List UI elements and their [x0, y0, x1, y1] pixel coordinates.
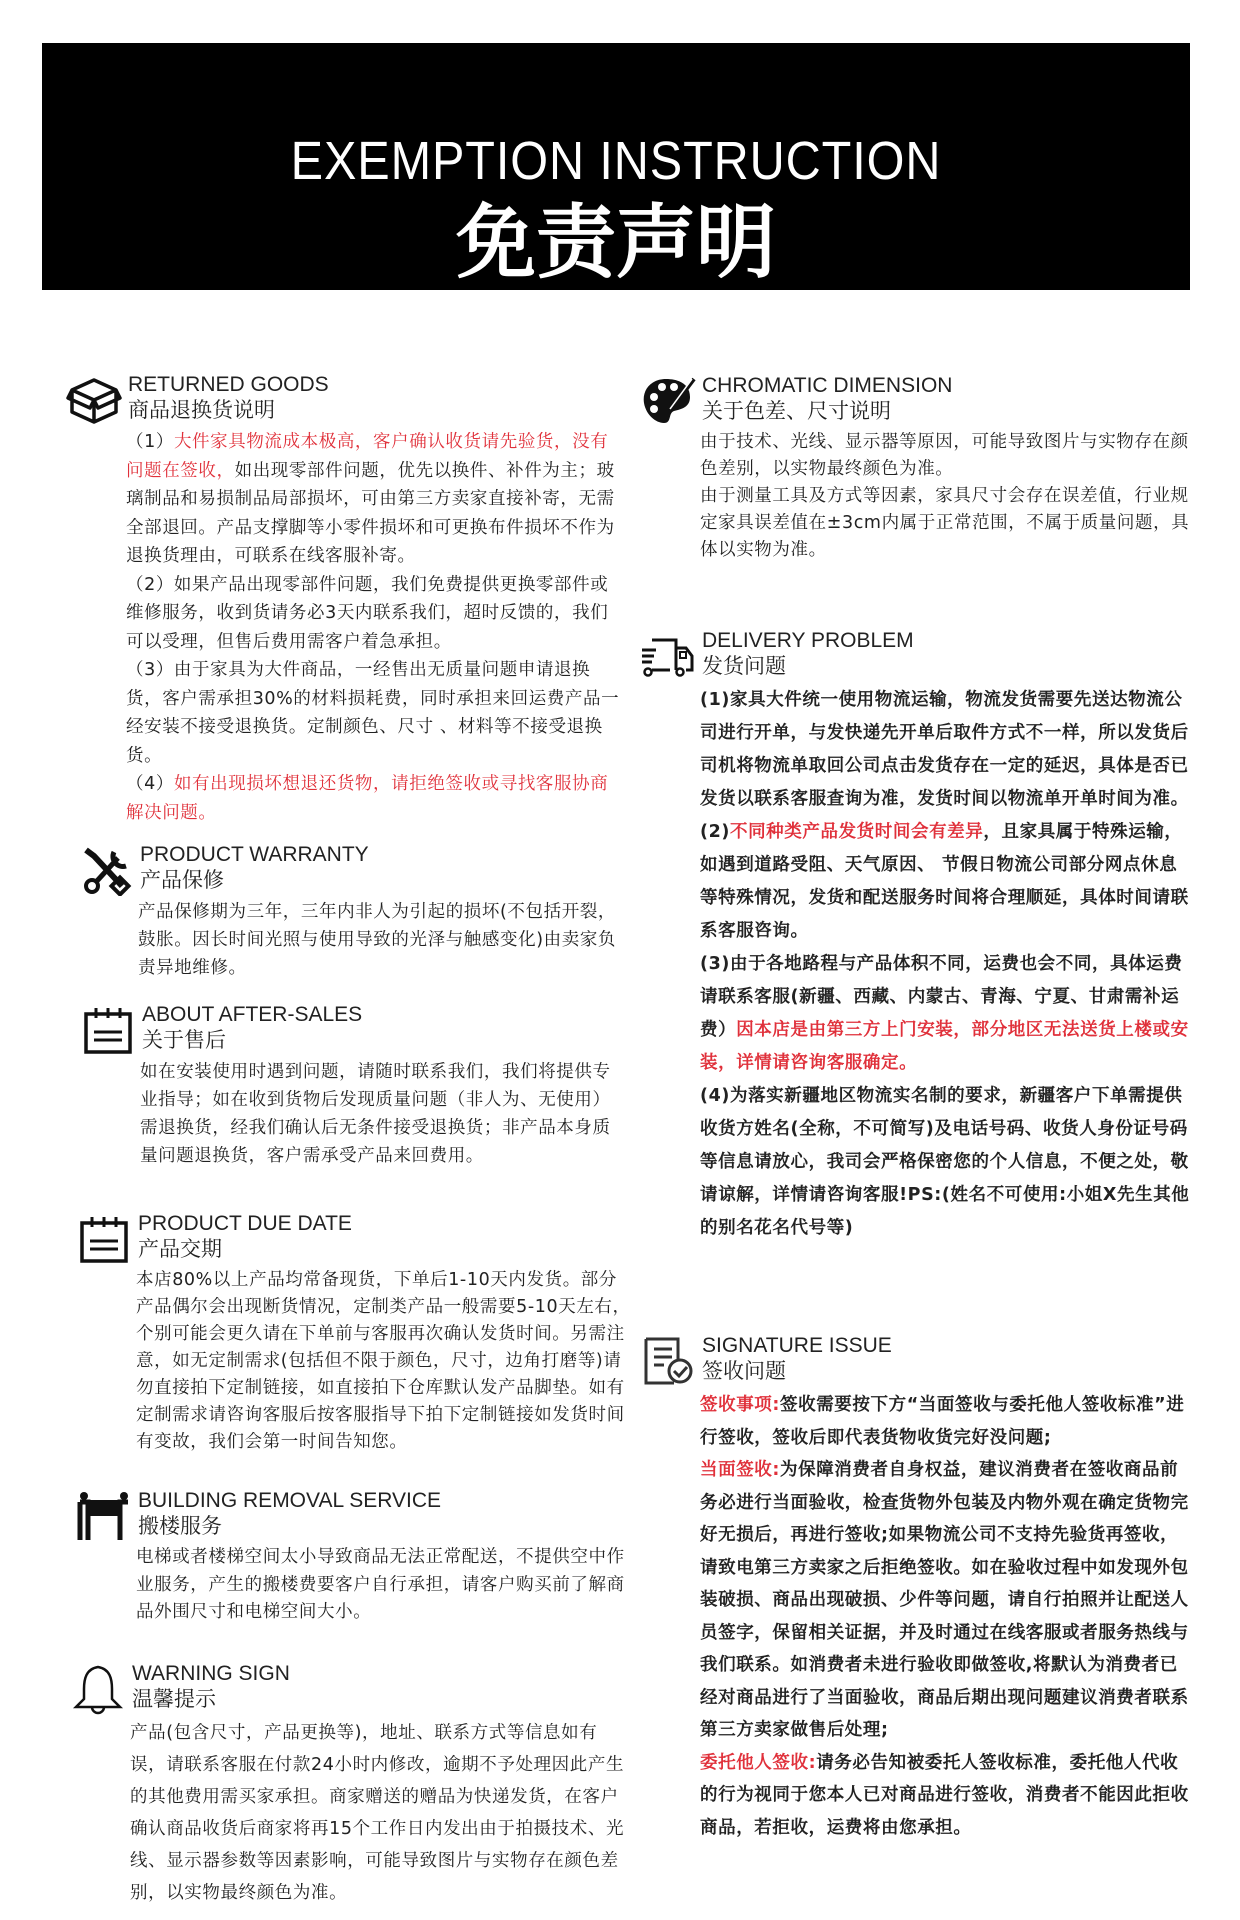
section-body — [700, 429, 1200, 564]
text-segment: (2) — [700, 822, 730, 842]
paragraph — [136, 1267, 632, 1456]
section-title-en: ABOUT AFTER-SALES — [142, 1003, 363, 1026]
paragraph — [126, 656, 626, 770]
section-title-zh: 产品保修 — [140, 868, 224, 892]
section-title-zh: 关于售后 — [142, 1028, 226, 1052]
text-segment: 如出现零部件问题，优先以换件、补件为主；玻璃制品和易损制品局部损坏，可由第三方卖家直接补寄，无需全部退回。产品支撑脚等小零件损坏和可更换布件损坏不作为退换货理由，可联系在线客服补寄。 — [126, 460, 615, 566]
text-segment: 由于测量工具及方式等因素，家具尺寸会存在误差值，行业规定家具误差值在±3cm内属于正常范围，不属于质量问题，具体以实物为准。 — [700, 486, 1190, 560]
text-segment: 请务必告知被委托人签收标准，委托他人代收的行为视同于您本人已对商品进行签收，消费者不能因此拒收商品，若拒收，运费将由您承担。 — [700, 1752, 1189, 1838]
highlighted-text: 签收事项: — [700, 1395, 780, 1415]
section-heading — [66, 372, 626, 428]
text-segment: 为保障消费者自身权益，建议消费者在签收商品前务必进行当面验收，检查货物外包装及内物外观在确定货物完好无损后，再进行签收;如果物流公司不支持先验货再签收，请致电第三方卖家之后拒绝签收。如在验收过程中如发现外包装破损、商品出现破损、少件等问题，请自行拍照并让配送人员签字，保留相关证据，并及时通过在线客服或者服务热线与我们联系。如消费者未进行验收即做签收,将默认为消费者已经对商品进行了当面验收，商品后期出现问题建议消费者联系第三方卖家做售后处理; — [700, 1460, 1189, 1740]
section-title-en: PRODUCT DUE DATE — [138, 1212, 352, 1235]
paragraph — [700, 429, 1200, 483]
section-signature-issue — [640, 1333, 1195, 1844]
paragraph — [700, 483, 1200, 564]
box-icon — [66, 374, 122, 426]
section-heading — [640, 373, 1200, 429]
paragraph — [700, 1454, 1195, 1747]
section-heading — [80, 1002, 628, 1058]
section-body — [136, 1544, 632, 1627]
text-segment: (1)家具大件统一使用物流运输，物流发货需要先送达物流公司进行开单，与发快递先开单后取件方式不一样，所以发货后司机将物流单取回公司点击发货存在一定的延迟，具体是否已发货以联系客服查询为准，发货时间以物流单开单时间为准。 — [700, 690, 1189, 809]
paragraph — [700, 684, 1195, 816]
highlighted-text: 不同种类产品发货时间会有差异 — [729, 822, 984, 842]
section-after-sales — [80, 1002, 628, 1170]
calendar-icon — [76, 1213, 132, 1265]
text-segment: (3)由于各地路程与产品体积不同，运费也会不同，具体运费请联系客服(新疆、西藏、内蒙古、青海、宁夏、甘肃需补运费） — [700, 954, 1183, 1040]
text-segment: （2）如果产品出现零部件问题，我们免费提供更换零部件或维修服务，收到货请务必3天内联系我们，超时反馈的，我们可以受理，但售后费用需客户着急承担。 — [126, 574, 609, 652]
highlighted-text: 如有出现损坏想退还货物，请拒绝签收或寻找客服协商解决问题。 — [126, 774, 609, 823]
header-banner — [42, 43, 1190, 290]
banner-title-zh: 免责声明 — [456, 196, 776, 289]
section-title-en: CHROMATIC DIMENSION — [702, 374, 953, 397]
section-heading — [78, 842, 626, 898]
section-title-en: WARNING SIGN — [132, 1662, 290, 1685]
text-segment: 由于技术、光线、显示器等原因，可能导致图片与实物存在颜色差别，以实物最终颜色为准。 — [700, 432, 1189, 479]
banner-title-en: EXEMPTION INSTRUCTION — [290, 131, 942, 191]
paragraph — [126, 428, 626, 571]
section-title-en: BUILDING REMOVAL SERVICE — [138, 1489, 442, 1512]
palette-icon — [640, 375, 696, 427]
text-segment: 产品保修期为三年，三年内非人为引起的损坏(不包括开裂，鼓胀。因长时间光照与使用导致的光泽与触感变化)由卖家负责异地维修。 — [138, 902, 617, 978]
section-title-en: RETURNED GOODS — [128, 373, 329, 396]
text-segment: （3）由于家具为大件商品，一经售出无质量问题申请退换货，客户需承担30%的材料损耗费，同时承担来回运费产品一经安装不接受退换货。定制颜色、尺寸 、材料等不接受退换货。 — [126, 660, 620, 766]
section-heading — [76, 1211, 632, 1267]
highlighted-text: 大件家具物流成本极高，客户确认收货请先验货，没有问题在签收， — [126, 432, 609, 481]
section-heading — [76, 1488, 632, 1544]
section-returned-goods — [66, 372, 626, 827]
section-title-en: PRODUCT WARRANTY — [140, 843, 369, 866]
section-heading — [70, 1661, 626, 1717]
section-title-zh: 关于色差、尺寸说明 — [702, 399, 891, 423]
text-segment: 本店80%以上产品均常备现货，下单后1-10天内发货。部分产品偶尔会出现断货情况，定制类产品一般需要5-10天左右，个别可能会更久请在下单前与客服再次确认发货时间。另需注意，如无定制需求(包括但不限于颜色，尺寸，边角打磨等)请勿直接拍下定制链接，如直接拍下仓库默认发产品脚垫。如有定制需求请咨询客服后按客服指导下拍下定制链接如发货时间有变故，我们会第一时间告知您。 — [136, 1270, 631, 1452]
section-chromatic-dimension — [640, 373, 1200, 564]
text-segment: ，且家具属于特殊运输，如遇到道路受阻、天气原因、 节假日物流公司部分网点休息等特殊情况，发货和配送服务时间将合理顺延，具体时间请联系客服咨询。 — [700, 822, 1189, 941]
section-title-en: DELIVERY PROBLEM — [702, 629, 914, 652]
paragraph — [700, 1080, 1195, 1245]
highlighted-text: 当面签收: — [700, 1460, 780, 1480]
truck-icon — [640, 630, 696, 682]
section-body — [126, 428, 626, 827]
paragraph — [700, 816, 1195, 948]
highlighted-text: 委托他人签收: — [700, 1752, 817, 1773]
text-segment: 产品(包含尺寸，产品更换等)，地址、联系方式等信息如有误，请联系客服在付款24小时内修改，逾期不予处理因此产生的其他费用需买家承担。商家赠送的赠品为快递发货，在客户确认商品收货后商家将再15个工作日内发出由于拍摄技术、光线、显示器参数等因素影响，可能导致图片与实物存在颜色差别，以实物最终颜色为准。 — [130, 1723, 625, 1903]
text-segment: (4)为落实新疆地区物流实名制的要求，新疆客户下单需提供收货方姓名(全称，不可简写)及电话号码、收货人身份证号码等信息请放心，我司会严格保密您的个人信息，不便之处，敬请谅解，详情请咨询客服!PS:(姓名不可使用:小姐X先生其他的别名花名代号等) — [700, 1086, 1190, 1238]
section-heading — [640, 628, 1195, 684]
paragraph — [126, 770, 626, 827]
paragraph — [140, 1058, 628, 1170]
bell-icon — [70, 1663, 126, 1715]
paragraph — [700, 948, 1195, 1080]
section-title-zh: 商品退换货说明 — [128, 398, 275, 422]
highlighted-text: 因本店是由第三方上门安装，部分地区无法送货上楼或安装，详情请咨询客服确定。 — [700, 1020, 1189, 1073]
section-building-removal — [76, 1488, 632, 1627]
paragraph — [700, 1747, 1195, 1845]
section-due-date — [76, 1211, 632, 1456]
paragraph — [126, 571, 626, 657]
section-body — [140, 1058, 628, 1170]
movers-icon — [76, 1490, 132, 1542]
section-title-zh: 温馨提示 — [132, 1687, 216, 1711]
section-product-warranty — [78, 842, 626, 982]
calendar-icon — [80, 1004, 136, 1056]
paragraph — [700, 1389, 1195, 1454]
section-body — [138, 898, 626, 982]
section-body — [130, 1717, 626, 1909]
section-heading — [640, 1333, 1195, 1389]
section-title-en: SIGNATURE ISSUE — [702, 1334, 892, 1357]
text-segment: 如在安装使用时遇到问题，请随时联系我们，我们将提供专业指导；如在收到货物后发现质量问题（非人为、无使用）需退换货，经我们确认后无条件接受退换货；非产品本身质量问题退换货，客户需承受产品来回费用。 — [140, 1062, 611, 1166]
section-delivery-problem — [640, 628, 1195, 1245]
paragraph — [130, 1717, 626, 1909]
section-title-zh: 签收问题 — [702, 1359, 786, 1383]
tools-icon — [78, 844, 134, 896]
section-title-zh: 发货问题 — [702, 654, 786, 678]
section-title-zh: 产品交期 — [138, 1237, 222, 1261]
text-segment: （4） — [126, 774, 174, 794]
section-body — [700, 1389, 1195, 1844]
text-segment: 签收需要按下方“当面签收与委托他人签收标准”进行签收，签收后即代表货物收货完好没问题; — [700, 1395, 1185, 1448]
section-warning-sign — [70, 1661, 626, 1909]
section-body — [136, 1267, 632, 1456]
text-segment: （1） — [126, 432, 174, 452]
paragraph — [136, 1544, 632, 1627]
signed-document-icon — [640, 1335, 696, 1387]
text-segment: 电梯或者楼梯空间太小导致商品无法正常配送，不提供空中作业服务，产生的搬楼费要客户自行承担，请客户购买前了解商品外围尺寸和电梯空间大小。 — [136, 1547, 625, 1622]
paragraph — [138, 898, 626, 982]
section-body — [700, 684, 1195, 1245]
section-title-zh: 搬楼服务 — [138, 1514, 222, 1538]
